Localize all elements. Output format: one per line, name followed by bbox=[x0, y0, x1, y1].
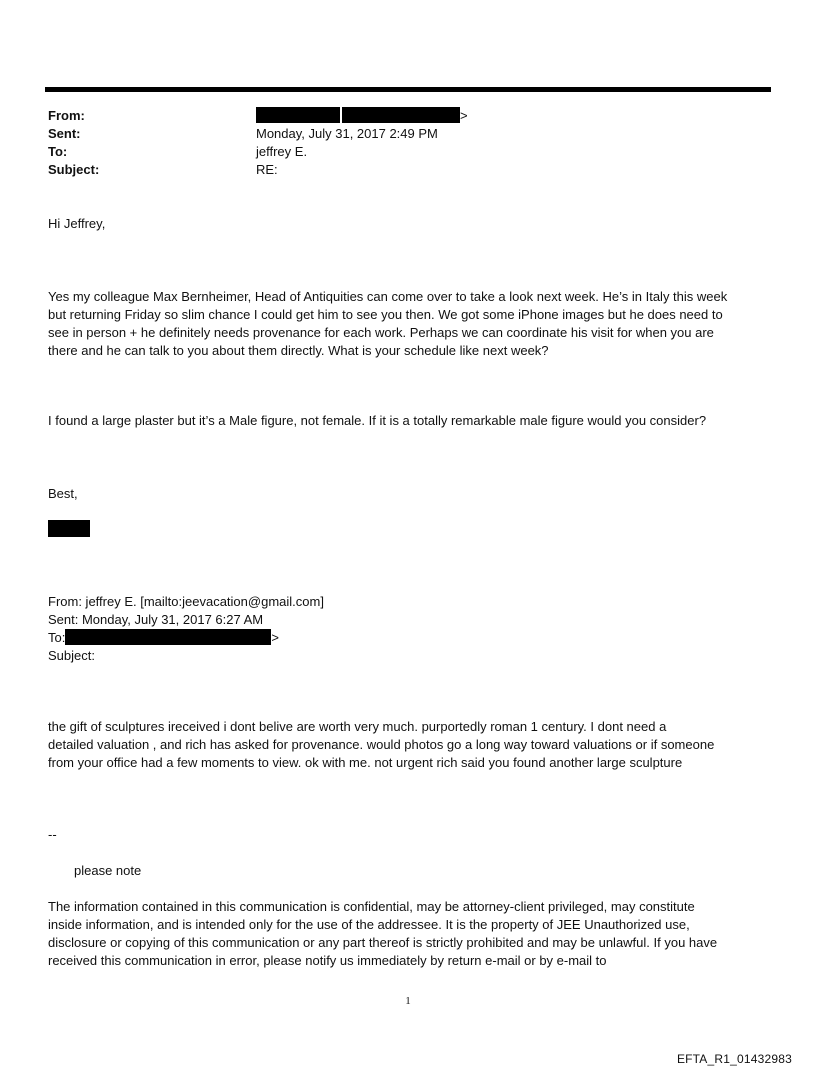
greeting: Hi Jeffrey, bbox=[48, 216, 106, 231]
message-line: detailed valuation , and rich has asked for provenance. would photos go a long way toward valuations or if someone bbox=[48, 737, 715, 752]
disclaimer-line: received this communication in error, please notify us immediately by return e-mail or by e-mail to bbox=[48, 953, 607, 968]
please-note: please note bbox=[74, 863, 142, 878]
subject-value: RE: bbox=[256, 162, 278, 177]
subject-label: Subject: bbox=[48, 162, 100, 177]
quoted-sent: Sent: Monday, July 31, 2017 6:27 AM bbox=[48, 612, 264, 627]
disclaimer-line: disclosure or copying of this communication or any part thereof is strictly prohibited and may be unlawful. If you have bbox=[48, 935, 718, 950]
quoted-to-suffix: > bbox=[271, 630, 279, 645]
from-label: From: bbox=[48, 108, 85, 123]
body-paragraph-2: I found a large plaster but it’s a Male figure, not female. If it is a totally remarkable male figure would you consider? bbox=[48, 413, 707, 428]
redaction-box bbox=[65, 629, 271, 645]
message-line: the gift of sculptures ireceived i dont belive are worth very much. purportedly roman 1 century. I dont need a bbox=[48, 719, 667, 734]
message-line: from your office had a few moments to view. ok with me. not urgent rich said you found another large sculpture bbox=[48, 755, 683, 770]
header-divider bbox=[45, 87, 771, 92]
body-line: Yes my colleague Max Bernheimer, Head of Antiquities can come over to take a look next week. He’s in Italy this week bbox=[48, 289, 728, 304]
quoted-message bbox=[48, 718, 768, 772]
body-line: there and he can talk to you about them directly. What is your schedule like next week? bbox=[48, 343, 549, 358]
body-line: but returning Friday so slim chance I could get him to see you then. We got some iPhone images but he does need to bbox=[48, 307, 723, 322]
signature-dashes: -- bbox=[48, 827, 57, 842]
to-value: jeffrey E. bbox=[256, 144, 308, 159]
quoted-to bbox=[48, 629, 768, 647]
disclaimer bbox=[48, 898, 768, 970]
signoff: Best, bbox=[48, 486, 78, 501]
from-value bbox=[256, 107, 468, 125]
sent-value: Monday, July 31, 2017 2:49 PM bbox=[256, 126, 438, 141]
disclaimer-line: inside information, and is intended only for the use of the addressee. It is the property of JEE Unauthorized use, bbox=[48, 917, 690, 932]
quoted-header bbox=[48, 593, 768, 665]
disclaimer-line: The information contained in this communication is confidential, may be attorney-client privileged, may constitute bbox=[48, 899, 695, 914]
signature-redaction bbox=[48, 520, 90, 537]
page-number: 1 bbox=[405, 995, 411, 1007]
bates-stamp: EFTA_R1_01432983 bbox=[676, 1052, 792, 1066]
quoted-to-label: To: bbox=[48, 630, 66, 645]
sent-label: Sent: bbox=[48, 126, 81, 141]
redaction-box bbox=[256, 107, 340, 123]
quoted-subject: Subject: bbox=[48, 648, 95, 663]
body-paragraph-1 bbox=[48, 288, 768, 360]
redaction-box bbox=[342, 107, 460, 123]
to-label: To: bbox=[48, 144, 68, 159]
quoted-from: From: jeffrey E. [mailto:jeevacation@gmail.com] bbox=[48, 594, 324, 609]
from-suffix: > bbox=[460, 108, 468, 123]
body-line: see in person + he definitely needs provenance for each work. Perhaps we can coordinate his visit for when you are bbox=[48, 325, 714, 340]
